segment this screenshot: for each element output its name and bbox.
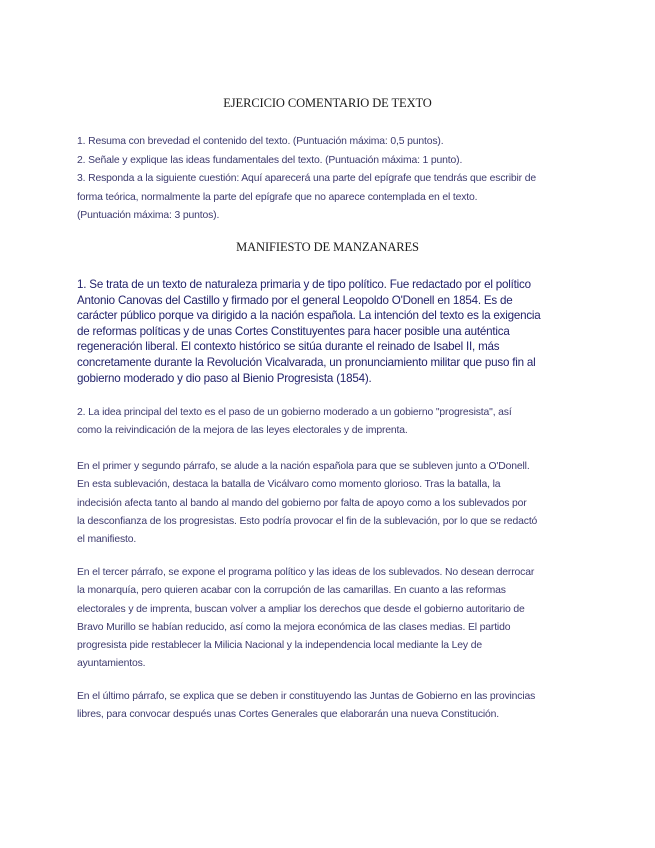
instruction-line: 2. Señale y explique las ideas fundamentales del texto. (Puntuación máxima: 1 punto). bbox=[77, 154, 463, 166]
instruction-line: (Puntuación máxima: 3 puntos). bbox=[77, 210, 220, 221]
paragraph-line: libres, para convocar después unas Cortes Generales que elaborarán una nueva Constitución. bbox=[77, 709, 500, 721]
answer-2-line: como la reivindicación de la mejora de las leyes electorales y de imprenta. bbox=[77, 425, 408, 437]
instructions-list bbox=[77, 133, 597, 226]
paragraph-first-second bbox=[77, 458, 597, 549]
document-title: EJERCICIO COMENTARIO DE TEXTO bbox=[223, 96, 432, 110]
answer-1-line: regeneración liberal. El contexto histórico se sitúa durante el reinado de Isabel II, más bbox=[77, 340, 500, 354]
answer-1-line: de reformas políticas y de unas Cortes Constituyentes para hacer posible una auténtica bbox=[77, 324, 510, 338]
paragraph-line: ayuntamientos. bbox=[77, 658, 146, 670]
paragraph-line: la desconfianza de los progresistas. Esto podría provocar el fin de la sublevación, por lo que se redactó bbox=[77, 515, 538, 527]
paragraph-line: electorales y de imprenta, buscan volver a ampliar los derechos que desde el gobierno autoritario de bbox=[77, 603, 525, 615]
answer-1-line: Antonio Canovas del Castillo y firmado por el general Leopoldo O'Donell en 1854. Es de bbox=[77, 293, 513, 307]
instruction-line: forma teórica, normalmente la parte del epígrafe que no aparece contemplada en el texto. bbox=[77, 191, 478, 203]
instruction-line: 1. Resuma con brevedad el contenido del texto. (Puntuación máxima: 0,5 puntos). bbox=[77, 136, 444, 147]
answer-1-line: carácter público porque va dirigido a la nación española. La intención del texto es la exigencia bbox=[77, 309, 541, 323]
answer-2-line: 2. La idea principal del texto es el paso de un gobierno moderado a un gobierno "progresista", así bbox=[77, 407, 512, 418]
paragraph-third bbox=[77, 564, 597, 674]
answer-1-paragraph bbox=[77, 277, 577, 386]
answer-2-paragraph bbox=[77, 404, 597, 441]
paragraph-line: progresista pide restablecer la Milicia Nacional y la independencia local mediante la Ley de bbox=[77, 640, 482, 652]
paragraph-line: el manifiesto. bbox=[77, 534, 137, 546]
answer-1-line: gobierno moderado y dio paso al Bienio Progresista (1854). bbox=[77, 371, 372, 385]
paragraph-last bbox=[77, 688, 597, 725]
paragraph-line: En el tercer párrafo, se expone el programa político y las ideas de los sublevados. No desean derrocar bbox=[77, 567, 535, 578]
document-subtitle: MANIFIESTO DE MANZANARES bbox=[236, 240, 419, 254]
paragraph-line: indecisión afecta tanto al bando al mando del gobierno por falta de apoyo como a los sublevados por bbox=[77, 497, 527, 509]
answer-1-line: 1. Se trata de un texto de naturaleza primaria y de tipo político. Fue redactado por el político bbox=[77, 278, 531, 291]
paragraph-line: la monarquía, pero quieren acabar con la corrupción de las camarillas. En cuanto a las reformas bbox=[77, 585, 506, 597]
paragraph-line: En esta sublevación, destaca la batalla de Vicálvaro como momento glorioso. Tras la batalla, la bbox=[77, 479, 501, 491]
paragraph-line: Bravo Murillo se habían reducido, así como la mejora económica de las clases medias. El partido bbox=[77, 621, 511, 633]
instruction-line: 3. Responda a la siguiente cuestión: Aquí aparecerá una parte del epígrafe que tendrás que escribir de bbox=[77, 173, 536, 184]
paragraph-line: En el primer y segundo párrafo, se alude a la nación española para que se subleven junto a O'Donell. bbox=[77, 461, 530, 472]
answer-1-line: concretamente durante la Revolución Vicalvarada, un pronunciamiento militar que puso fin al bbox=[77, 355, 536, 369]
paragraph-line: En el último párrafo, se explica que se deben ir constituyendo las Juntas de Gobierno en las provincias bbox=[77, 691, 536, 702]
